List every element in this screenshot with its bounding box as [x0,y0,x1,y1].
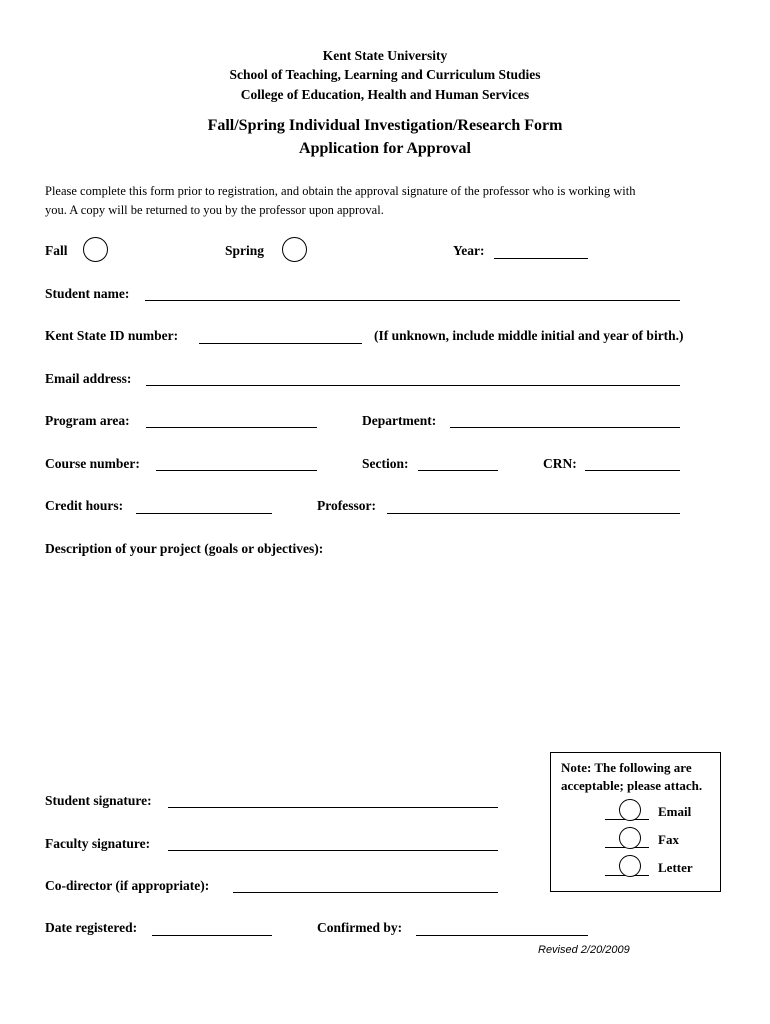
fax-attach-radio[interactable] [619,827,641,849]
program-area-field[interactable] [146,427,317,428]
spring-label: Spring [225,243,265,258]
email-field[interactable] [146,385,680,386]
program-area-label: Program area: [45,413,130,428]
codirector-label: Co-director (if appropriate): [45,878,210,893]
confirmed-by-label: Confirmed by: [317,920,403,935]
form-title: Fall/Spring Individual Investigation/Research Form [207,117,563,134]
course-number-label: Course number: [45,456,140,471]
note-line-2: acceptable; please attach. [561,778,703,793]
description-area[interactable] [45,562,525,742]
faculty-signature-field[interactable] [168,850,498,851]
crn-label: CRN: [543,456,577,471]
year-field[interactable] [494,258,588,259]
college-name: College of Education, Health and Human Services [240,87,530,102]
revised-date: Revised 2/20/2009 [538,944,630,956]
university-name: Kent State University [322,48,448,63]
attachment-note-box [550,752,721,892]
letter-attach-label: Letter [658,860,693,875]
kent-state-id-field[interactable] [199,343,362,344]
student-name-label: Student name: [45,286,130,301]
email-attach-radio[interactable] [619,799,641,821]
intro-line-1: Please complete this form prior to registration, and obtain the approval signature of the professor who is working with [45,184,636,198]
date-registered-field[interactable] [152,935,272,936]
section-label: Section: [362,456,409,471]
fall-radio[interactable] [83,237,108,262]
department-label: Department: [362,413,437,428]
faculty-signature-label: Faculty signature: [45,836,151,851]
codirector-field[interactable] [233,892,498,893]
date-registered-label: Date registered: [45,920,138,935]
description-label: Description of your project (goals or objectives): [45,541,324,556]
professor-field[interactable] [387,513,680,514]
credit-hours-label: Credit hours: [45,498,124,513]
year-label: Year: [453,243,485,258]
professor-label: Professor: [317,498,376,513]
confirmed-by-field[interactable] [416,935,588,936]
student-signature-field[interactable] [168,807,498,808]
school-name: School of Teaching, Learning and Curriculum Studies [229,67,541,82]
department-field[interactable] [450,427,680,428]
letter-attach-radio[interactable] [619,855,641,877]
course-number-field[interactable] [156,470,317,471]
student-name-field[interactable] [145,300,680,301]
student-signature-label: Student signature: [45,793,152,808]
fall-label: Fall [45,243,68,258]
crn-field[interactable] [585,470,680,471]
credit-hours-field[interactable] [136,513,272,514]
form-subtitle: Application for Approval [299,140,471,157]
section-field[interactable] [418,470,498,471]
fax-attach-label: Fax [658,832,679,847]
spring-radio[interactable] [282,237,307,262]
email-attach-label: Email [658,804,692,819]
email-label: Email address: [45,371,132,386]
kent-state-id-label: Kent State ID number: [45,328,179,343]
id-note: (If unknown, include middle initial and year of birth.) [374,328,684,343]
note-line-1: Note: The following are [561,760,692,775]
intro-line-2: you. A copy will be returned to you by the professor upon approval. [45,203,384,217]
